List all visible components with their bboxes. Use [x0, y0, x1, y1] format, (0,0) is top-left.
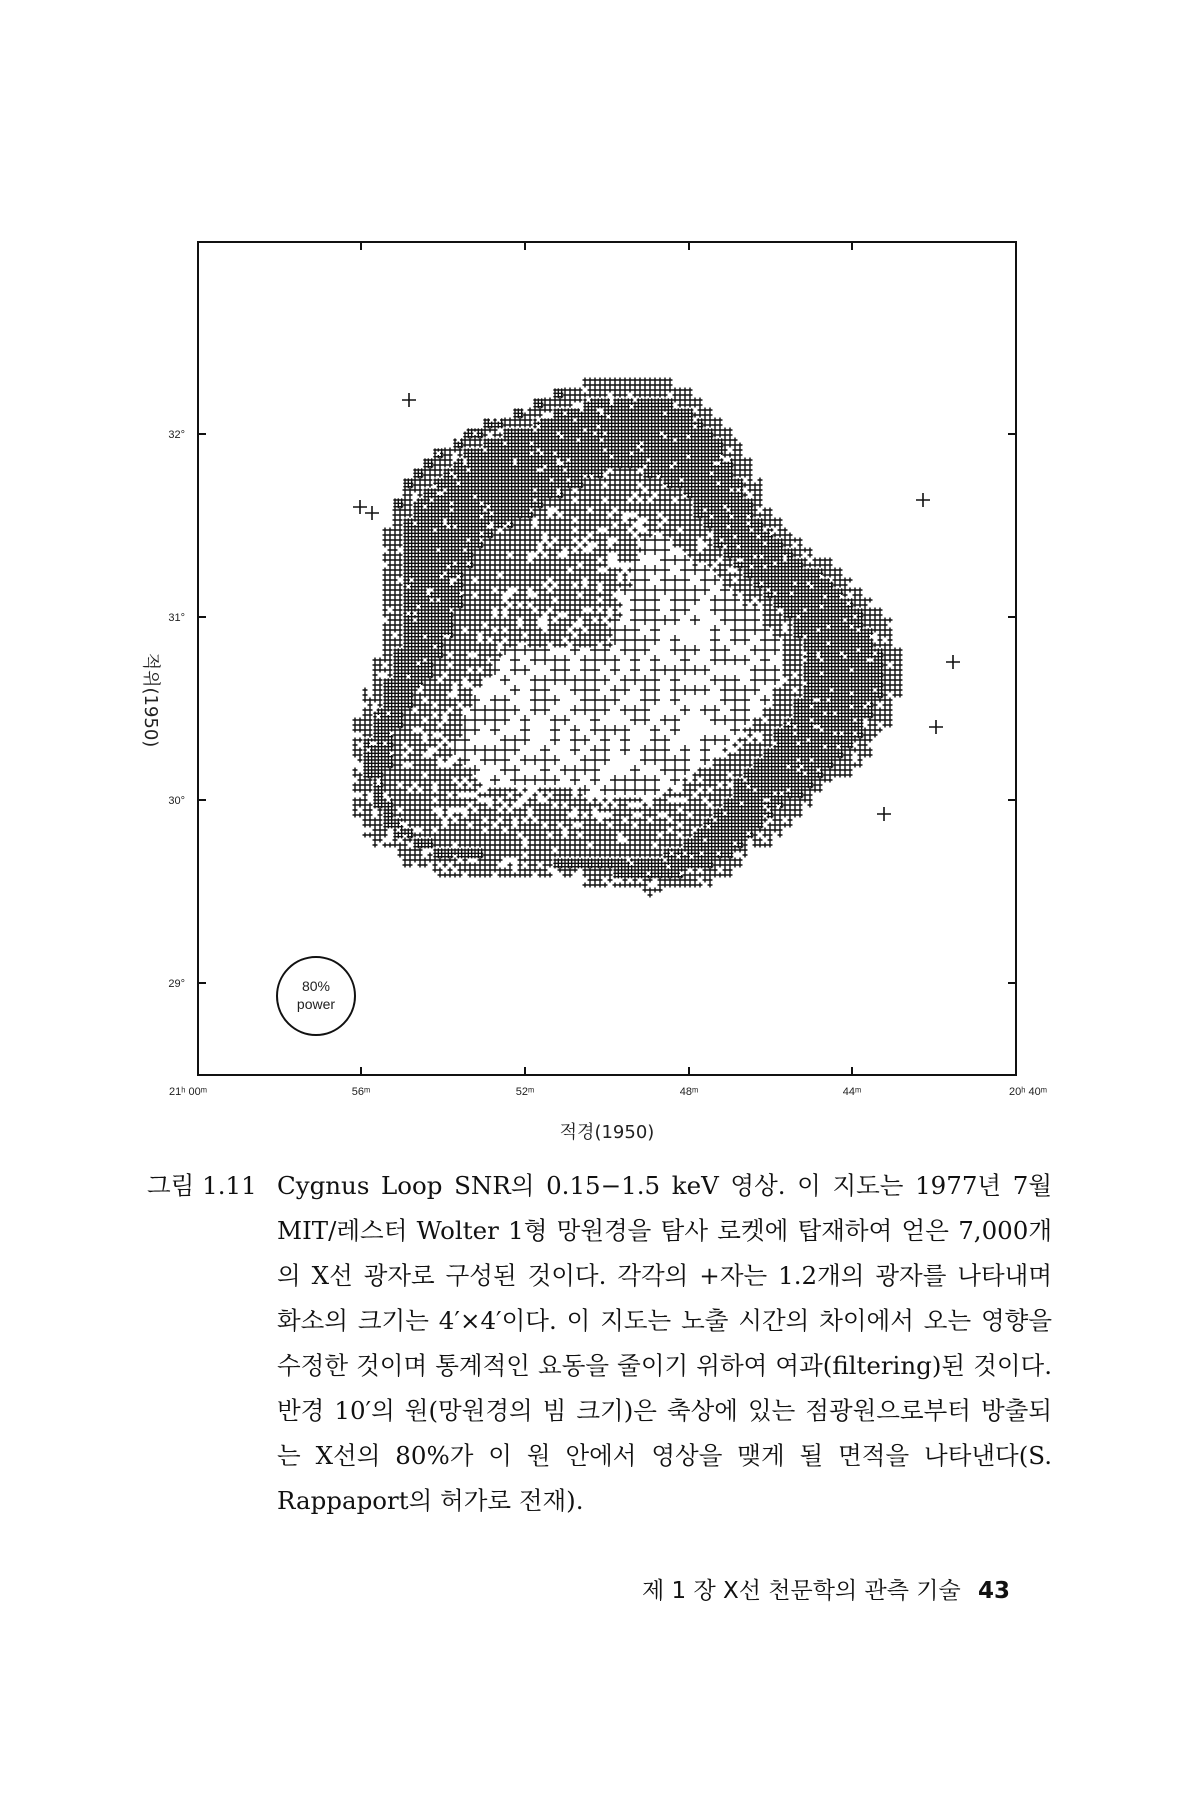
page-number: 43 — [977, 1578, 1010, 1604]
x-axis-title: 적경(1950) — [559, 1122, 655, 1143]
plot-frame — [198, 242, 1016, 1075]
caption-label: 그림 1.11 — [147, 1171, 257, 1200]
beam-size-circle — [277, 957, 355, 1035]
chapter-title: 제 1 장 X선 천문학의 관측 기술 — [642, 1578, 961, 1604]
figure-caption — [147, 1163, 1052, 1523]
y-tick-label: 30° — [168, 795, 185, 807]
plus-marker — [353, 500, 367, 514]
x-tick-label: 20ʰ 40ᵐ — [1008, 1086, 1048, 1098]
x-tick-label: 52ᵐ — [515, 1086, 535, 1098]
photon-map — [353, 378, 961, 898]
x-tick-label: 21ʰ 00ᵐ — [168, 1086, 208, 1098]
y-tick-label: 29° — [168, 978, 185, 990]
x-tick-label: 48ᵐ — [679, 1086, 699, 1098]
plus-markers — [353, 378, 903, 898]
plus-marker — [402, 393, 416, 407]
beam-label-percent: 80% — [301, 978, 331, 994]
caption-text: Cygnus Loop SNR의 0.15−1.5 keV 영상. 이 지도는 1977년 7월 MIT/레스터 Wolter 1형 망원경을 탐사 로켓에 탑재하여 얻은 7,000개의 X선 광자로 구성된 것이다. 각각의 +자는 1.2개의 광자를 나타내며 화소의 크기는 4′×4′이다. 이 지도는 노출 시간의 차이에서 오는 영향을 수정한 것이며 통계적인 요동을 줄이기 위하여 여과(filtering)된 것이다. 반경 10′의 원(망원경의 빔 크기)은 축상에 있는 점광원으로부터 방출되는 X선의 80%가 이 원 안에서 영상을 맺게 될 면적을 나타낸다(S. Rappaport의 허가로 전재). — [277, 1171, 1052, 1515]
y-tick-label: 31° — [168, 612, 185, 624]
x-tick-label: 56ᵐ — [351, 1086, 371, 1098]
beam-label-power: power — [296, 996, 336, 1012]
plus-marker — [877, 807, 891, 821]
y-tick-label: 32° — [168, 429, 185, 441]
x-tick-label: 44ᵐ — [842, 1086, 862, 1098]
plus-marker — [929, 720, 943, 734]
plus-marker — [365, 506, 379, 520]
page-footer — [642, 1572, 1010, 1605]
y-axis-title: 적위(1950) — [140, 652, 161, 748]
plus-marker — [916, 493, 930, 507]
plus-marker — [946, 655, 960, 669]
